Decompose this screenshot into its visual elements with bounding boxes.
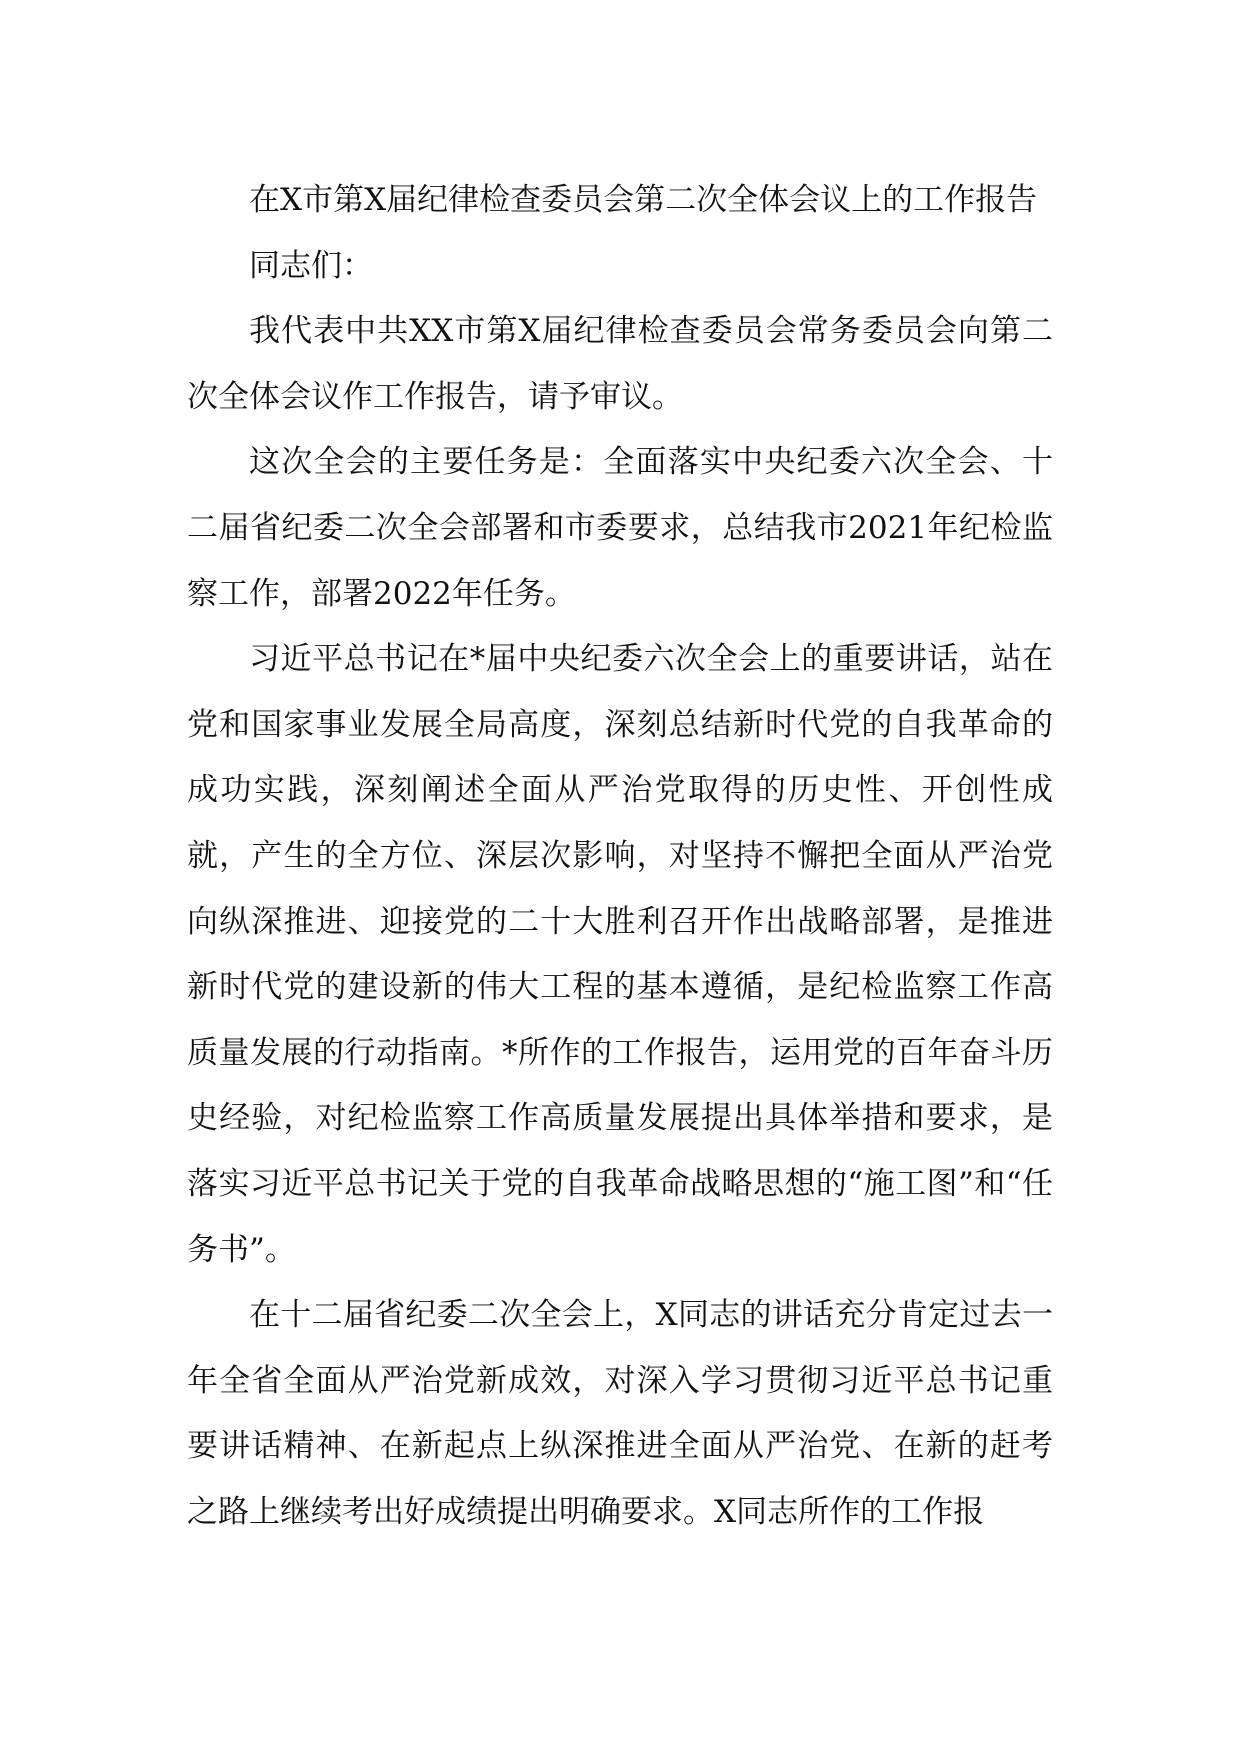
paragraph-4: 在十二届省纪委二次全会上，X同志的讲话充分肯定过去一年全省全面从严治党新成效，对深入学习贯彻习近平总书记重要讲话精神、在新起点上纵深推进全面从严治党、在新的赶考之路上继续考出好成绩提出明确要求。X同志所作的工作报 [187, 1297, 1053, 1530]
salutation: 同志们： [249, 247, 373, 284]
paragraph-3: 习近平总书记在*届中央纪委六次全会上的重要讲话，站在党和国家事业发展全局高度，深刻总结新时代党的自我革命的成功实践，深刻阐述全面从严治党取得的历史性、开创性成就，产生的全方位、深层次影响，对坚持不懈把全面从严治党向纵深推进、迎接党的二十大胜利召开作出战略部署，是推进新时代党的建设新的伟大工程的基本遵循，是纪检监察工作高质量发展的行动指南。*所作的工作报告，运用党的百年奋斗历史经验，对纪检监察工作高质量发展提出具体举措和要求，是落实习近平总书记关于党的自我革命战略思想的“施工图”和“任务书”。 [187, 641, 1053, 1268]
document-body [187, 168, 1053, 1545]
paragraph-2: 这次全会的主要任务是：全面落实中央纪委六次全会、十二届省纪委二次全会部署和市委要求，总结我市2021年纪检监察工作，部署2022年任务。 [187, 444, 1053, 612]
paragraph-1: 我代表中共XX市第X届纪律检查委员会常务委员会向第二次全体会议作工作报告，请予审议。 [187, 313, 1053, 415]
document-title: 在X市第X届纪律检查委员会第二次全体会议上的工作报告 [249, 182, 1038, 218]
